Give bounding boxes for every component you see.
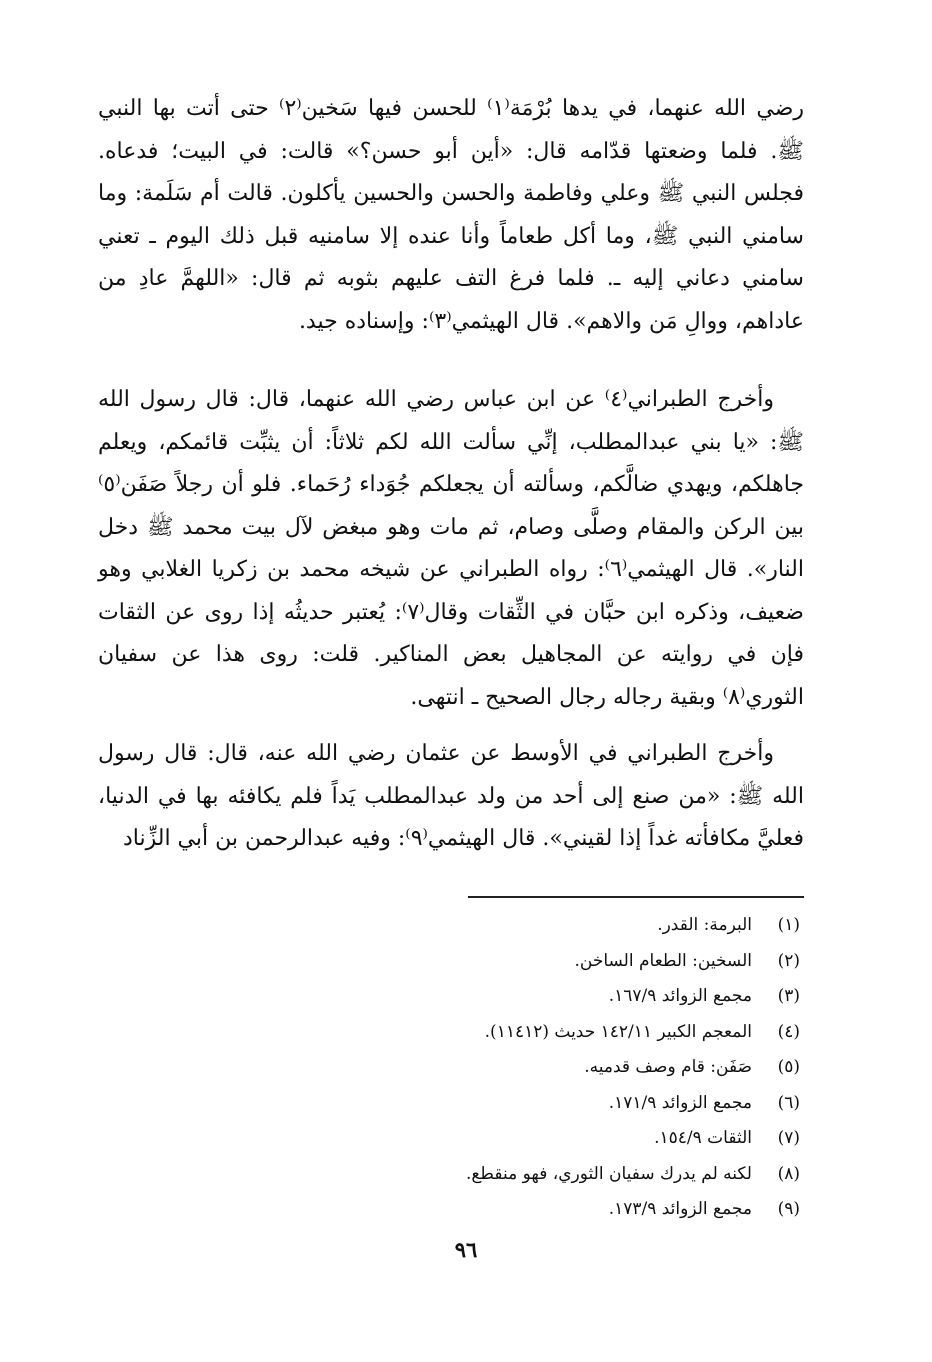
footnote-text: البرمة: القدر. [657, 915, 752, 935]
footnote-number: (٧) [777, 1128, 800, 1148]
footnote-text: مجمع الزوائد ١٧٣/٩. [608, 1199, 752, 1219]
footnote-text: لكنه لم يدرك سفيان الثوري، فهو منقطع. [465, 1163, 752, 1184]
footnote-number: (٢) [777, 950, 800, 971]
paragraph-2: وأخرج الطبراني⁽٤⁾ عن ابن عباس رضي الله عنهما، قال: قال رسول الله ﷺ: «يا بني عبدالمطلب، إنِّي سألت الله لكم ثلاثاً: أن يثبِّت قائمكم، ويعلم جاهلكم، ويهدي ضالَّكم، وسألته أن يجعلكم جُوَداء رُحَماء. فلو أن رجلاً صَفَن⁽٥⁾ بين الركن والمقام وصلَّى وصام، ثم مات وهو مبغض لآل بيت محمد ﷺ دخل النار». قال الهيثمي⁽٦⁾: رواه الطبراني عن شيخه محمد بن زكريا الغلابي وهو ضعيف، وذكره ابن حبَّان في الثِّقات وقال⁽٧⁾: يُعتبر حديثُه إذا روى عن الثقات فإن في روايته عن المجاهيل بعض المناكير. قلت: روى هذا عن سفيان الثوري⁽٨⁾ وبقية رجاله رجال الصحيح ـ انتهى. [98, 387, 804, 710]
footnote-4 [280, 1015, 800, 1051]
footnote-2 [280, 944, 800, 980]
footnote-number: (٣) [777, 986, 800, 1006]
footnote-number: (٩) [777, 1199, 800, 1219]
footnote-9 [280, 1192, 800, 1228]
footnote-text: صَفَن: قام وصف قدميه. [584, 1057, 752, 1077]
footnote-number: (٦) [777, 1092, 800, 1113]
footnote-text: مجمع الزوائد ١٧١/٩. [608, 1092, 752, 1113]
footnote-8 [280, 1157, 800, 1193]
main-text [98, 88, 804, 861]
footnote-3 [280, 979, 800, 1015]
paragraph-3: وأخرج الطبراني في الأوسط عن عثمان رضي الله عنه، قال: قال رسول الله ﷺ: «من صنع إلى أحد من ولد عبدالمطلب يَداً فلم يكافئه بها في الدنيا، فعليَّ مكافأته غداً إذا لقيني». قال الهيثمي⁽٩⁾: وفيه عبدالرحمن بن أبي الزِّناد [98, 741, 804, 851]
footnote-text: المعجم الكبير ١٤٢/١١ حديث (١١٤١٢). [484, 1021, 752, 1042]
footnote-text: الثقات ١٥٤/٩. [654, 1128, 752, 1148]
footnote-number: (٨) [777, 1163, 800, 1184]
footnotes [280, 908, 800, 1228]
footnote-6 [280, 1086, 800, 1122]
footnote-number: (٤) [777, 1021, 800, 1042]
footnote-1 [280, 908, 800, 944]
footnote-text: مجمع الزوائد ١٦٧/٩. [608, 986, 752, 1006]
footnote-text: السخين: الطعام الساخن. [574, 950, 752, 971]
footnote-number: (١) [777, 915, 800, 935]
footnote-separator [468, 896, 804, 898]
paragraph-1: رضي الله عنهما، في يدها بُرْمَة⁽١⁾ للحسن فيها سَخين⁽٢⁾ حتى أتت بها النبي ﷺ. فلما وضعتها قدّامه قال: «أين أبو حسن؟» قالت: في البيت؛ فدعاه. فجلس النبي ﷺ وعلي وفاطمة والحسن والحسين يأكلون. قالت أم سَلَمة: وما سامني النبي ﷺ، وما أكل طعاماً وأنا عنده إلا سامنيه قبل ذلك اليوم ـ تعني سامني دعاني إليه ـ. فلما فرغ التف عليهم بثوبه ثم قال: «اللهمَّ عادِ من عاداهم، ووالِ مَن والاهم». قال الهيثمي⁽٣⁾: وإسناده جيد. [98, 96, 804, 334]
footnote-7 [280, 1121, 800, 1157]
footnote-number: (٥) [777, 1057, 800, 1077]
page-number: ٩٦ [454, 1237, 478, 1262]
footnote-5 [280, 1050, 800, 1086]
